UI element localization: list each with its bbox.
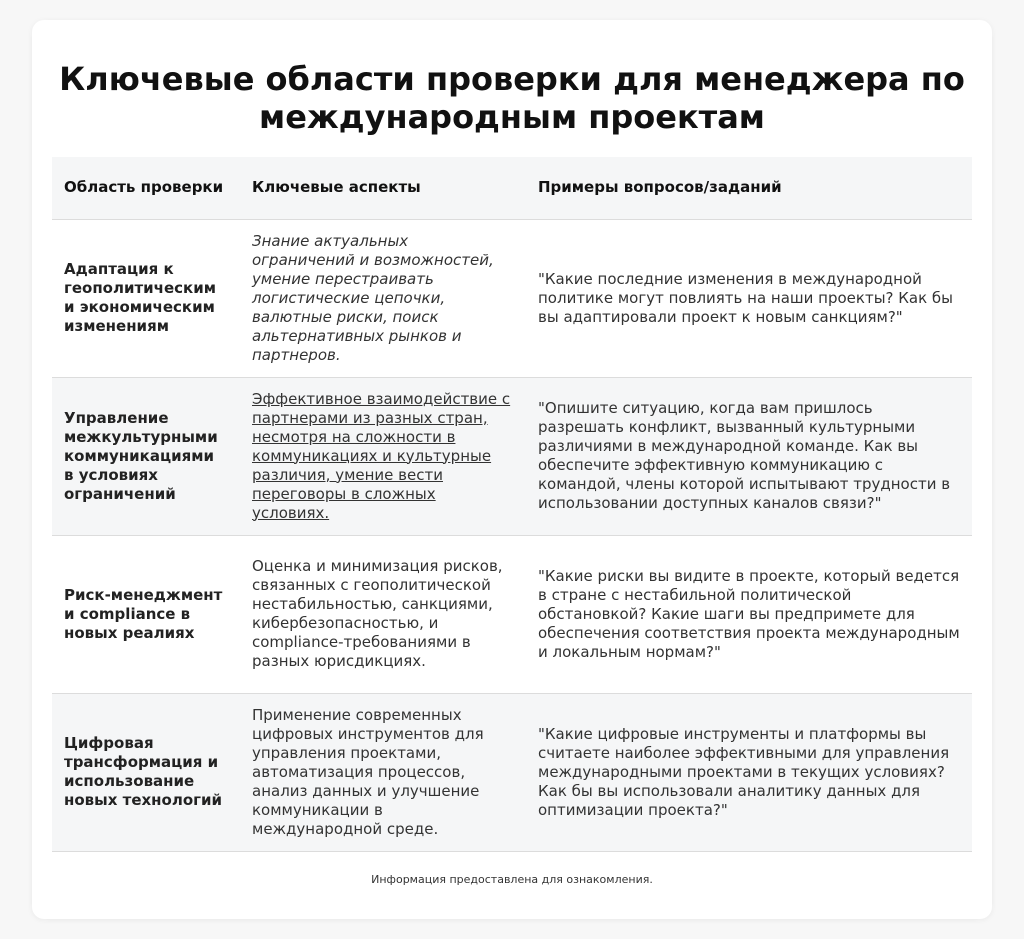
row-area: Адаптация к геополитическим и экономическим изменениям <box>64 260 216 335</box>
row-area: Цифровая трансформация и использование новых технологий <box>64 734 222 809</box>
row-area: Управление межкультурными коммуникациями в условиях ограничений <box>64 408 218 503</box>
table-header-row <box>52 157 972 219</box>
row-aspects-text: Эффективное взаимодействие с партнерами из разных стран, несмотря на сложности в коммуникациях и культурные различия, умение вести переговоры в сложных условиях. <box>252 389 511 522</box>
row-area: Риск-менеджмент и compliance в новых реалиях <box>64 585 223 642</box>
table-row <box>52 535 972 693</box>
table-row <box>52 693 972 851</box>
row-examples: "Опишите ситуацию, когда вам пришлось разрешать конфликт, вызванный культурными различиями в международной команде. Как вы обеспечите эффективную коммуникацию с командой, члены которой испытывают трудности в использовании доступных каналов связи?" <box>538 399 951 512</box>
header-examples: Примеры вопросов/заданий <box>526 157 972 219</box>
row-examples: "Какие риски вы видите в проекте, который ведется в стране с нестабильной политической обстановкой? Какие шаги вы предпримете для обеспечения соответствия проекта международным и локальным нормам?" <box>538 566 960 661</box>
footer-note: Информация предоставлена для ознакомления. <box>371 873 653 886</box>
row-examples: "Какие цифровые инструменты и платформы вы считаете наиболее эффективными для управления международными проектами в текущих условиях? Как бы вы использовали аналитику данных для оптимизации проекта?" <box>538 724 950 819</box>
page-title: Ключевые области проверки для менеджера по международным проектам <box>59 60 965 136</box>
row-examples: "Какие последние изменения в международной политике могут повлиять на наши проекты? Как бы вы адаптировали проект к новым санкциям?" <box>538 269 954 326</box>
row-aspects: Оценка и минимизация рисков, связанных с геополитической нестабильностью, санкциями, кибербезопасностью, и compliance-требованиями в разных юрисдикциях. <box>252 557 503 670</box>
row-aspects <box>240 377 526 535</box>
row-aspects: Применение современных цифровых инструментов для управления проектами, автоматизация процессов, анализ данных и улучшение коммуникации в международной среде. <box>252 705 484 838</box>
checks-table <box>52 157 972 852</box>
table-row <box>52 219 972 377</box>
content-card <box>32 20 992 919</box>
header-area: Область проверки <box>52 157 240 219</box>
header-aspects: Ключевые аспекты <box>240 157 526 219</box>
table-row <box>52 377 972 535</box>
row-aspects: Знание актуальных ограничений и возможностей, умение перестраивать логистические цепочки, валютные риски, поиск альтернативных рынков и партнеров. <box>252 231 494 364</box>
